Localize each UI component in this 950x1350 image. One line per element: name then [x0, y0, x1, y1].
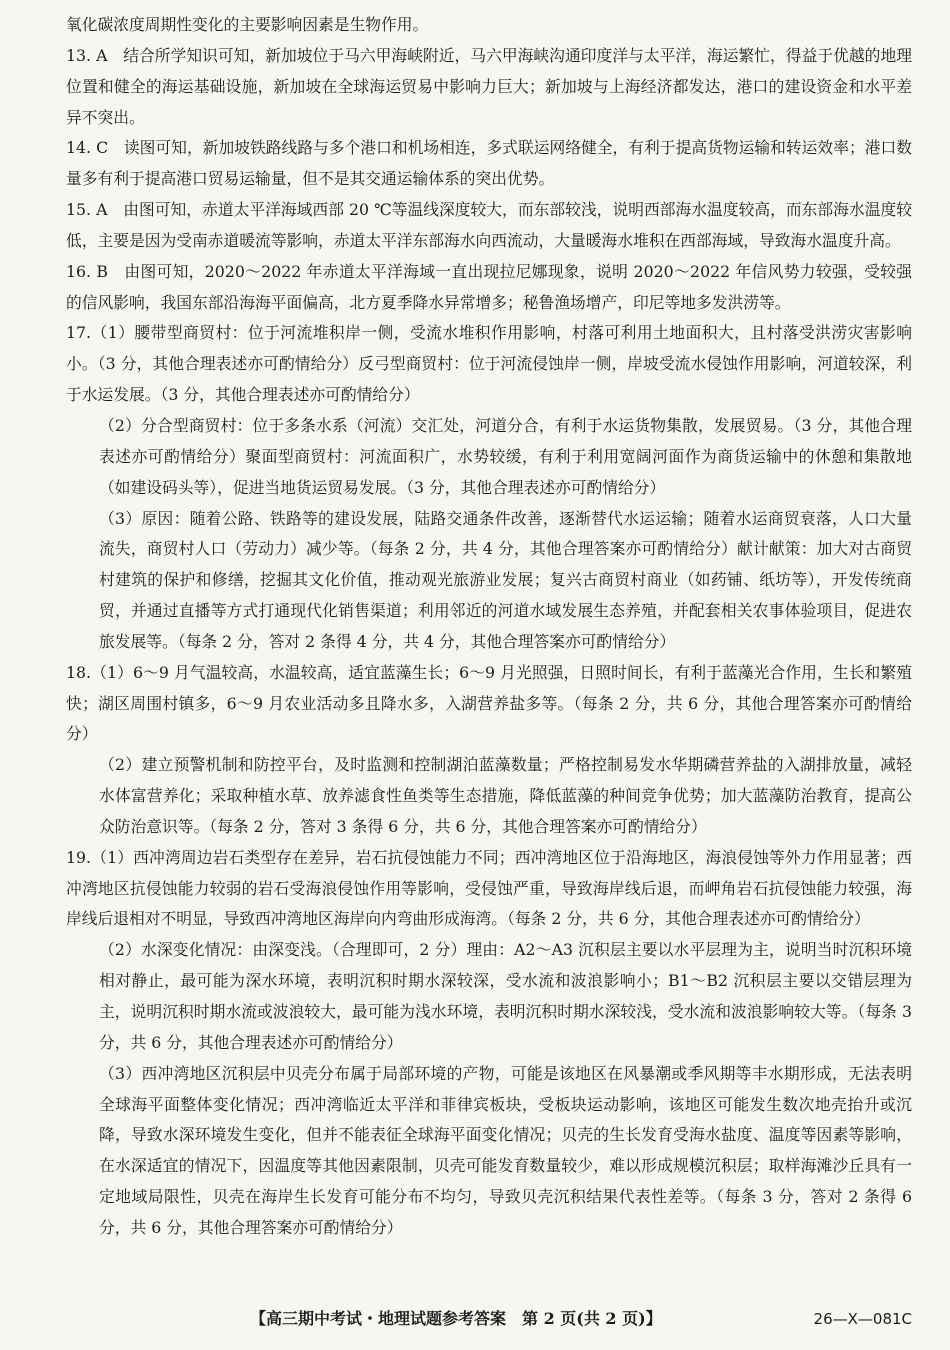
answer-17-3: （3）原因：随着公路、铁路等的建设发展，陆路交通条件改善，逐渐替代水运运输；随着水运商贸衰落，人口大量流失，商贸村人口（劳动力）减少等。（每条 2 分，共 4 分，其他合理答案亦可酌情给分）献计献策：加大对古商贸村建筑的保护和修缮，挖掘其文化价值，推动观光旅游业发展；复兴古商贸村商业（如药铺、纸坊等），开发传统商贸，并通过直播等方式打通现代化销售渠道；利用邻近的河道水域发展生态养殖，并配套相关农事体验项目，促进农旅发展等。（每条 2 分，答对 2 条得 4 分，共 4 分，其他合理答案亦可酌情给分）	[99, 508, 912, 651]
answer-19-3: （3）西冲湾地区沉积层中贝壳分布属于局部环境的产物，可能是该地区在风暴潮或季风期等丰水期形成，无法表明全球海平面整体变化情况；西冲湾临近太平洋和菲律宾板块，受板块运动影响，该地区可能发生数次地壳抬升或沉降，导致水深环境发生变化，但并不能表征全球海平面变化情况；贝壳的生长发育受海水盐度、温度等因素等影响，在水深适宜的情况下，因温度等其他因素限制，贝壳可能发育数量较少，难以形成规模沉积层；取样海滩沙丘具有一定地域局限性，贝壳在海岸生长发育可能分布不均匀，导致贝壳沉积结果代表性差等。（每条 3 分，答对 2 条得 6 分，共 6 分，其他合理答案亦可酌情给分）	[99, 1063, 912, 1237]
answer-17-1: 17.（1）腰带型商贸村：位于河流堆积岸一侧，受流水堆积作用影响，村落可利用土地面积大，且村落受洪涝灾害影响小。（3 分，其他合理表述亦可酌情给分）反弓型商贸村：位于河流侵蚀岸一侧，岸坡受流水侵蚀作用影响，河道较深，利于水运发展。（3 分，其他合理表述亦可酌情给分）	[66, 323, 912, 405]
answer-19-1: 19.（1）西冲湾周边岩石类型存在差异，岩石抗侵蚀能力不同；西冲湾地区位于沿海地区，海浪侵蚀等外力作用显著；西冲湾地区抗侵蚀能力较弱的岩石受海浪侵蚀作用等影响，受侵蚀严重，导致海岸线后退，而岬角岩石抗侵蚀能力较强，海岸线后退相对不明显，导致西冲湾地区海岸向内弯曲形成海湾。（每条 2 分，共 6 分，其他合理表述亦可酌情给分）	[66, 847, 912, 929]
answer-19-2: （2）水深变化情况：由深变浅。（合理即可，2 分）理由：A2～A3 沉积层主要以水平层理为主，说明当时沉积环境相对静止，最可能为深水环境，表明沉积时期水深较深，受水流和波浪影响小；B1～B2 沉积层主要以交错层理为主，说明沉积时期水流或波浪较大，最可能为浅水环境，表明沉积时期水深较浅，受水流和波浪影响较大等。（每条 3 分，共 6 分，其他合理表述亦可酌情给分）	[99, 940, 912, 1052]
document-code: 26—X—081C	[813, 1310, 912, 1328]
answer-16: 16. B 由图可知，2020～2022 年赤道太平洋海域一直出现拉尼娜现象，说明 2020～2022 年信风势力较强，受较强的信风影响，我国东部沿海海平面偏高，北方夏季降水异常增多；秘鲁渔场增产，印尼等地多发洪涝等。	[66, 261, 912, 312]
answer-18-1: 18.（1）6～9 月气温较高，水温较高，适宜蓝藻生长；6～9 月光照强，日照时间长，有利于蓝藻光合作用，生长和繁殖快；湖区周围村镇多，6～9 月农业活动多且降水多，入湖营养盐多等。（每条 2 分，共 6 分，其他合理答案亦可酌情给分）	[66, 662, 912, 744]
page-footer	[66, 1302, 912, 1336]
answer-17-2: （2）分合型商贸村：位于多条水系（河流）交汇处，河道分合，有利于水运货物集散，发展贸易。（3 分，其他合理表述亦可酌情给分）聚面型商贸村：河流面积广，水势较缓，有利于利用宽阔河面作为商货运输中的休憩和集散地（如建设码头等），促进当地货运贸易发展。（3 分，其他合理表述亦可酌情给分）	[99, 415, 912, 497]
answer-content	[66, 10, 912, 1244]
footer-title: 【高三期中考试・地理试题参考答案 第 2 页(共 2 页)】	[250, 1309, 662, 1328]
answer-13: 13. A 结合所学知识可知，新加坡位于马六甲海峡附近，马六甲海峡沟通印度洋与太平洋，海运繁忙，得益于优越的地理位置和健全的海运基础设施，新加坡在全球海运贸易中影响力巨大；新加坡与上海经济都发达，港口的建设资金和水平差异不突出。	[66, 45, 912, 127]
answer-15: 15. A 由图可知，赤道太平洋海域西部 20 ℃等温线深度较大，而东部较浅，说明西部海水温度较高，而东部海水温度较低，主要是因为受南赤道暖流等影响，赤道太平洋东部海水向西流动，大量暖海水堆积在西部海域，导致海水温度升高。	[66, 200, 912, 250]
continued-text: 氧化碳浓度周期性变化的主要影响因素是生物作用。	[66, 15, 429, 34]
answer-18-2: （2）建立预警机制和防控平台，及时监测和控制湖泊蓝藻数量；严格控制易发水华期磷营养盐的入湖排放量，减轻水体富营养化；采取种植水草、放养滤食性鱼类等生态措施，降低蓝藻的种间竞争优势；加大蓝藻防治教育，提高公众防治意识等。（每条 2 分，答对 3 条得 6 分，共 6 分，其他合理答案亦可酌情给分）	[99, 755, 912, 836]
answer-14: 14. C 读图可知，新加坡铁路线路与多个港口和机场相连，多式联运网络健全，有利于提高货物运输和转运效率；港口数量多有利于提高港口贸易运输量，但不是其交通运输体系的突出优势。	[66, 138, 912, 189]
